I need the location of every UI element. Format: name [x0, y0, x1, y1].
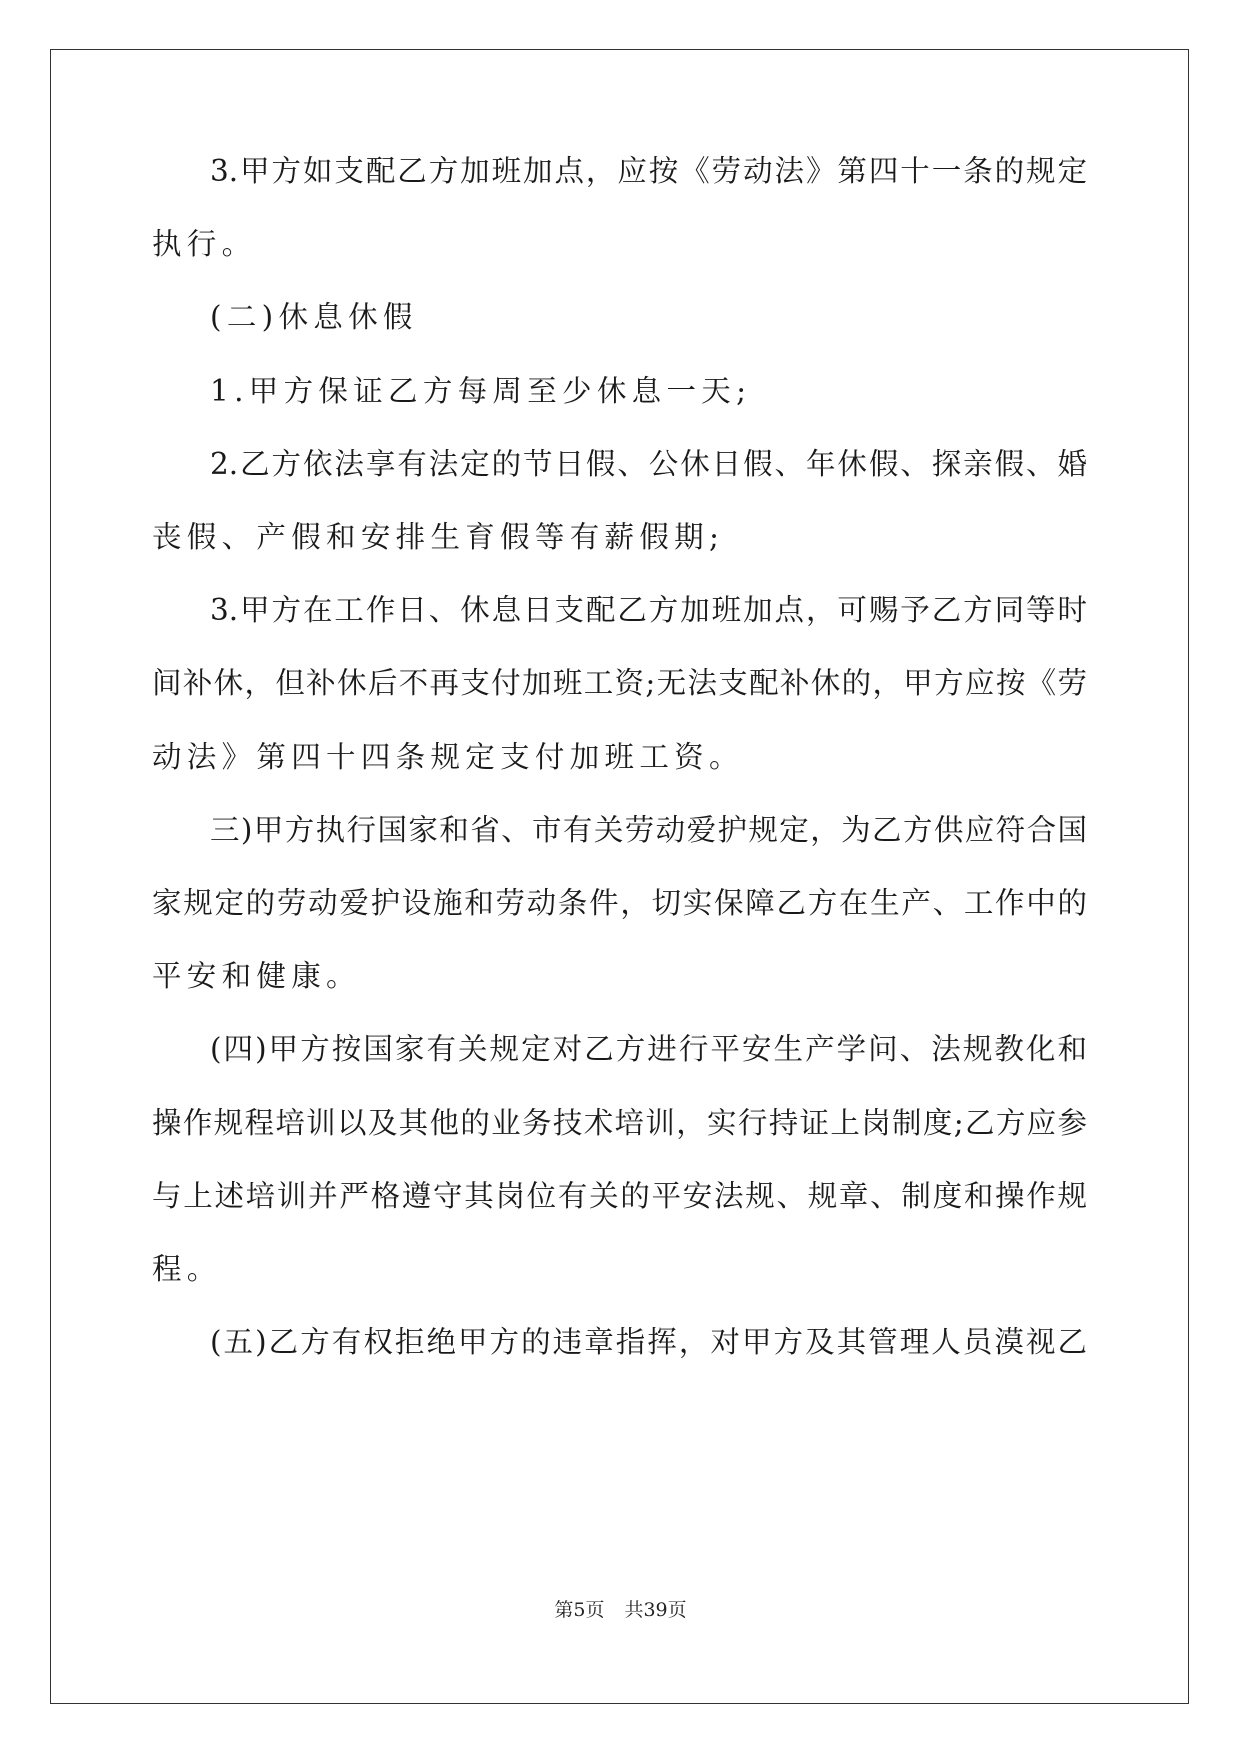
text-line: 执行。: [152, 227, 257, 261]
text-line: 平安和健康。: [152, 959, 361, 993]
page-number: 5: [573, 1599, 586, 1621]
text-line: 动法》第四十四条规定支付加班工资。: [152, 740, 744, 774]
text-line: 间补休，但补休后不再支付加班工资;无法支配补休的，甲方应按《劳: [152, 666, 1087, 700]
text-line: 3.甲方在工作日、休息日支配乙方加班加点，可赐予乙方同等时: [210, 593, 1087, 627]
page-footer: [0, 1598, 1241, 1622]
text-line: 与上述培训并严格遵守其岗位有关的平安法规、规章、制度和操作规: [152, 1179, 1087, 1213]
text-line: 家规定的劳动爱护设施和劳动条件，切实保障乙方在生产、工作中的: [152, 886, 1087, 920]
text-line: 丧假、产假和安排生育假等有薪假期;: [152, 520, 725, 554]
total-label-suffix: 页: [667, 1599, 687, 1621]
page-label-suffix: 页: [585, 1599, 605, 1621]
text-line: 操作规程培训以及其他的业务技术培训，实行持证上岗制度;乙方应参: [152, 1106, 1087, 1140]
total-label-prefix: 共: [624, 1599, 644, 1621]
text-line: 3.甲方如支配乙方加班加点，应按《劳动法》第四十一条的规定: [210, 154, 1087, 188]
text-line: 三)甲方执行国家和省、市有关劳动爱护规定，为乙方供应符合国: [210, 813, 1087, 847]
text-line: (二)休息休假: [210, 300, 418, 334]
text-line: 1.甲方保证乙方每周至少休息一天;: [210, 374, 752, 408]
page-label-prefix: 第: [554, 1599, 574, 1621]
text-line: 2.乙方依法享有法定的节日假、公休日假、年休假、探亲假、婚: [210, 447, 1087, 481]
total-pages: 39: [643, 1599, 668, 1621]
text-line: (四)甲方按国家有关规定对乙方进行平安生产学问、法规教化和: [210, 1032, 1087, 1066]
text-line: 程。: [152, 1252, 222, 1286]
text-line: (五)乙方有权拒绝甲方的违章指挥，对甲方及其管理人员漠视乙: [210, 1325, 1087, 1359]
